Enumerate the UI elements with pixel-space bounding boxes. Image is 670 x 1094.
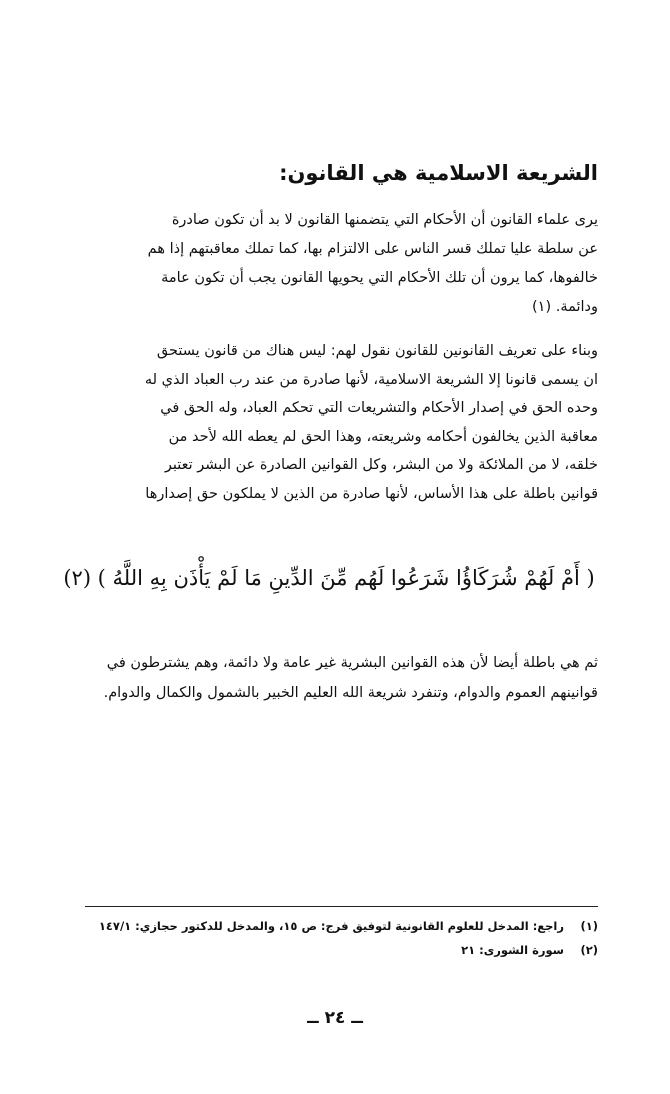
- quran-verse: ( أَمْ لَهُمْ شُرَكَاؤُا شَرَعُوا لَهُم مِّنَ الدِّينِ مَا لَمْ يَأْذَن بِهِ اللَّهُ ) (٢): [63, 566, 595, 590]
- paragraph-line: خلقه، لا من الملائكة ولا من البشر، وكل القوانين الصادرة عن البشر تعتبر: [164, 457, 598, 473]
- paragraph-line: قوانينهم العموم والدوام، وتنفرد شريعة الله العليم الخبير بالشمول والكمال والدوام.: [103, 685, 598, 701]
- paragraph-line: يرى علماء القانون أن الأحكام التي يتضمنها القانون لا بد أن تكون صادرة: [171, 212, 598, 228]
- paragraph-1: [60, 206, 598, 322]
- footnote-text: سورة الشورى: ٢١: [461, 943, 564, 957]
- footnote-number: (٢): [580, 943, 598, 957]
- paragraph-2: [60, 337, 598, 508]
- paragraph-line: خالفوها، كما يرون أن تلك الأحكام التي يحويها القانون يجب أن تكون عامة: [161, 270, 598, 286]
- footnotes: [60, 914, 598, 962]
- page-number: ــ ٢٤ ــ: [307, 1008, 363, 1028]
- section-heading: الشريعة الاسلامية هي القانون:: [279, 161, 598, 185]
- footnote-divider: [85, 906, 598, 907]
- footnote-text: راجع: المدخل للعلوم القانونية لتوفيق فرج: ص ١٥، والمدخل للدكتور حجازي: ١٤٧/١: [98, 919, 564, 933]
- footnote: [60, 938, 598, 962]
- paragraph-line: قوانين باطلة على هذا الأساس، لأنها صادرة من الذين لا يملكون حق إصدارها: [145, 485, 598, 502]
- paragraph-line: ثم هي باطلة أيضا لأن هذه القوانين البشرية غير عامة ولا دائمة، وهم يشترطون في: [106, 655, 598, 671]
- paragraph-line: وحده الحق في إصدار الأحكام والتشريعات التي تحكم العباد، وله الحق في: [160, 400, 598, 416]
- footnote: [60, 914, 598, 938]
- paragraph-line: وبناء على تعريف القانونين للقانون نقول لهم: ليس هناك من قانون يستحق: [156, 343, 598, 359]
- paragraph-line: ان يسمى قانونا إلا الشريعة الاسلامية، لأنها صادرة من عند رب العباد الذي له: [144, 371, 598, 388]
- paragraph-line: ودائمة. (١): [531, 299, 598, 315]
- paragraph-3: [60, 648, 598, 708]
- paragraph-line: عن سلطة عليا تملك قسر الناس على الالتزام بها، كما تملك معاقبتهم إذا هم: [147, 241, 598, 257]
- paragraph-line: معاقبة الذين يخالفون أحكامه وشريعته، وهذا الحق لم يعطه الله لأحد من: [168, 428, 598, 445]
- footnote-number: (١): [580, 919, 598, 933]
